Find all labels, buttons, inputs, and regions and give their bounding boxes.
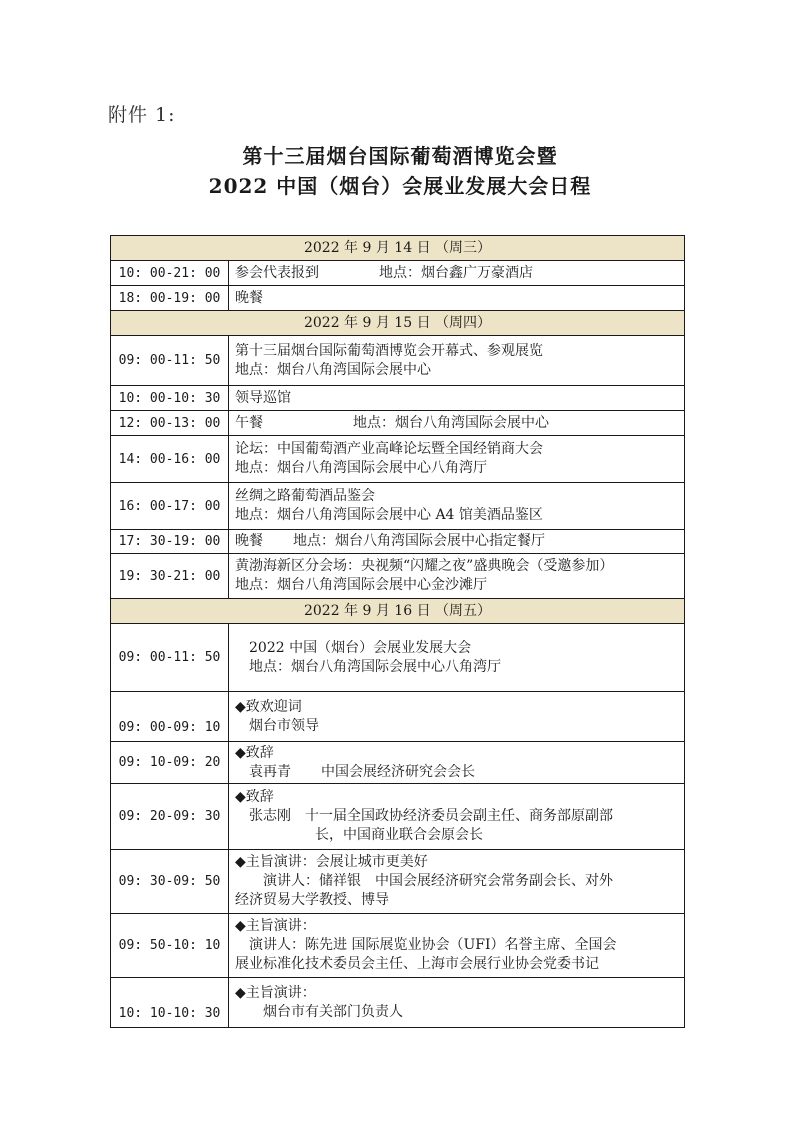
time-cell: 16: 00-17: 00 [111,483,229,530]
date-row-day2 [111,311,685,336]
event-cell [229,624,685,692]
event-location: 地点：烟台八角湾国际会展中心 A4 馆美酒品鉴区 [235,507,543,523]
time-cell: 10: 00-21: 00 [111,261,229,286]
time-cell: 12: 00-13: 00 [111,411,229,436]
time-cell: 10: 10-10: 30 [111,978,229,1028]
event-cell [229,554,685,599]
table-row [111,530,685,554]
table-row [111,742,685,784]
event-location: 地点：烟台八角湾国际会展中心指定餐厅 [293,533,545,549]
event-cell: 晚餐 [229,286,685,311]
event-title: ◆主旨演讲：会展让城市更美好 [235,854,428,870]
event-cell [229,530,685,554]
date-cell: 2022 年 9 月 15 日 （周四） [111,311,685,336]
event-cell [229,742,685,784]
event-location: 地点：烟台八角湾国际会展中心 [353,414,549,431]
date-cell: 2022 年 9 月 14 日 （周三） [111,236,685,261]
event-speaker-cont: 展业标准化技术委员会主任、上海市会展行业协会党委书记 [235,956,599,972]
table-row [111,692,685,742]
event-title: 2022 中国（烟台）会展业发展大会 [249,639,472,656]
date-row-day1 [111,236,685,261]
time-cell: 14: 00-16: 00 [111,436,229,483]
event-title: ◆致辞 [235,789,274,805]
event-title: 午餐 [235,414,263,431]
time-cell: 10: 00-10: 30 [111,386,229,411]
event-title: ◆致辞 [235,744,274,761]
event-title: 参会代表报到 [235,264,319,281]
time-cell: 19: 30-21: 00 [111,554,229,599]
event-cell [229,914,685,978]
event-title: 丝绸之路葡萄酒品鉴会 [235,488,375,504]
event-title: ◆主旨演讲： [235,918,316,934]
event-location: 地点：烟台八角湾国际会展中心八角湾厅 [235,460,487,476]
time-cell: 09: 10-09: 20 [111,742,229,784]
time-cell: 09: 00-11: 50 [111,336,229,386]
table-row [111,978,685,1028]
table-row [111,483,685,530]
speaker-role: 中国会展经济研究会会长 [321,763,475,780]
event-cell: 领导巡馆 [229,386,685,411]
table-row [111,286,685,311]
document-title-line2: 2022 中国（烟台）会展业发展大会日程 [208,174,592,198]
event-cell [229,411,685,436]
event-cell [229,978,685,1028]
time-cell: 17: 30-19: 00 [111,530,229,554]
event-speaker: 烟台市领导 [249,717,319,734]
speaker-name: 张志刚 [249,808,291,824]
schedule-table [110,235,685,1028]
event-speaker: 演讲人：储祥银 中国会展经济研究会常务副会长、对外 [263,873,613,889]
event-title: 晚餐 [235,533,263,549]
event-cell [229,483,685,530]
event-title: 论坛：中国葡萄酒产业高峰论坛暨全国经销商大会 [235,441,543,457]
time-cell: 09: 30-09: 50 [111,850,229,914]
date-cell: 2022 年 9 月 16 日 （周五） [111,599,685,624]
event-location: 地点：烟台鑫广万豪酒店 [379,264,533,281]
table-row [111,554,685,599]
event-title: 第十三届烟台国际葡萄酒博览会开幕式、参观展览 [235,342,543,359]
attachment-label: 附件 1: [108,104,176,126]
table-row [111,386,685,411]
speaker-role-cont: 长，中国商业联合会原会长 [315,827,483,843]
table-row [111,436,685,483]
document-title-line1: 第十三届烟台国际葡萄酒博览会暨 [242,144,558,168]
table-row [111,784,685,850]
event-title: ◆致欢迎词 [235,698,302,715]
event-speaker: 烟台市有关部门负责人 [263,1003,403,1020]
event-cell [229,850,685,914]
event-title: 黄渤海新区分会场：央视频“闪耀之夜”盛典晚会（受邀参加） [235,558,614,574]
table-row [111,411,685,436]
event-cell [229,436,685,483]
time-cell: 09: 20-09: 30 [111,784,229,850]
table-row [111,336,685,386]
table-row [111,624,685,692]
date-row-day3 [111,599,685,624]
time-cell: 09: 50-10: 10 [111,914,229,978]
time-cell: 18: 00-19: 00 [111,286,229,311]
event-cell [229,261,685,286]
table-row [111,914,685,978]
event-speaker: 演讲人：陈先进 国际展览业协会（UFI）名誉主席、全国会 [249,937,617,953]
event-speaker-cont: 经济贸易大学教授、博导 [235,892,389,908]
time-cell: 09: 00-09: 10 [111,692,229,742]
speaker-role: 十一届全国政协经济委员会副主任、商务部原副部 [305,808,613,824]
event-location: 地点：烟台八角湾国际会展中心八角湾厅 [249,658,501,675]
event-location: 地点：烟台八角湾国际会展中心金沙滩厅 [235,577,487,593]
event-location: 地点：烟台八角湾国际会展中心 [235,361,431,378]
event-cell [229,692,685,742]
speaker-name: 袁再青 [249,763,291,780]
event-cell [229,336,685,386]
event-cell [229,784,685,850]
table-row [111,261,685,286]
table-row [111,850,685,914]
event-title: ◆主旨演讲： [235,984,316,1001]
time-cell: 09: 00-11: 50 [111,624,229,692]
